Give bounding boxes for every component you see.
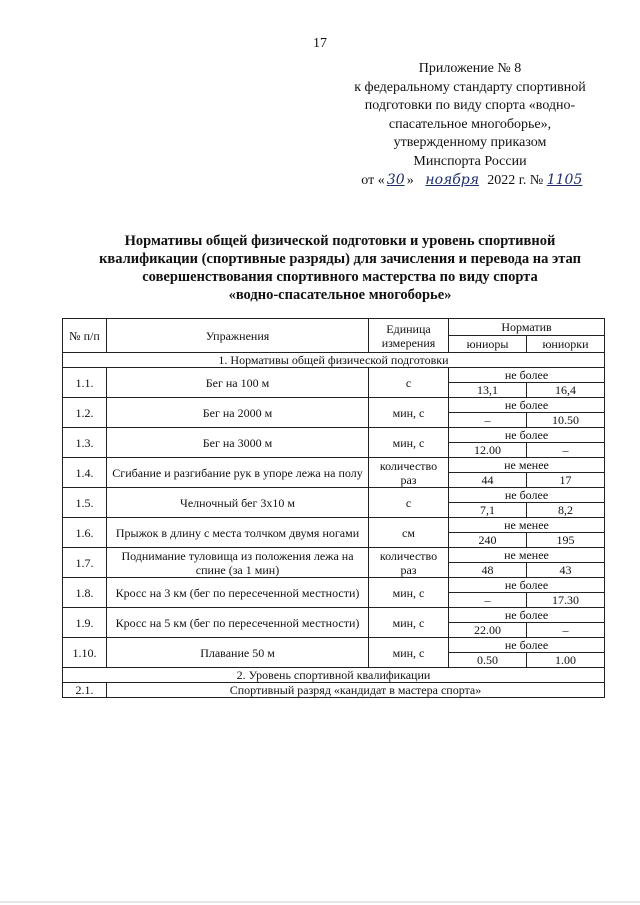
row-unit: количество раз bbox=[369, 548, 449, 578]
title-line: Нормативы общей физической подготовки и уровень спортивной bbox=[124, 233, 556, 249]
document-title bbox=[90, 232, 590, 304]
table-row bbox=[63, 398, 605, 413]
row-limit: не менее bbox=[449, 548, 605, 563]
row-limit: не менее bbox=[449, 458, 605, 473]
handwritten-month: ноября bbox=[425, 172, 480, 188]
date-prefix: от « bbox=[361, 173, 385, 188]
row-value-juniors-f: 17.30 bbox=[527, 593, 605, 608]
handwritten-day: 30 bbox=[386, 172, 405, 188]
row-value-juniors-f: – bbox=[527, 443, 605, 458]
title-line: совершенствования спортивного мастерства по виду спорта bbox=[142, 269, 538, 285]
appendix-line: Приложение № 8 bbox=[418, 61, 522, 76]
row-exercise: Прыжок в длину с места толчком двумя ногами bbox=[107, 518, 369, 548]
row-unit: мин, с bbox=[369, 578, 449, 608]
row-value-juniors-f: 16,4 bbox=[527, 383, 605, 398]
appendix-line: спасательное многоборье», bbox=[388, 116, 552, 132]
row-num: 2.1. bbox=[63, 683, 107, 698]
row-limit: не более bbox=[449, 578, 605, 593]
row-unit: с bbox=[369, 488, 449, 518]
table-row bbox=[63, 488, 605, 503]
row-limit: не более bbox=[449, 428, 605, 443]
row-value-juniors-f: 10.50 bbox=[527, 413, 605, 428]
row-value-juniors-m: 22.00 bbox=[449, 623, 527, 638]
row-exercise: Кросс на 3 км (бег по пересеченной местности) bbox=[107, 578, 369, 608]
row-num: 1.5. bbox=[63, 488, 107, 518]
row-unit: количество раз bbox=[369, 458, 449, 488]
appendix-line: Минспорта России bbox=[413, 153, 527, 169]
table-row bbox=[63, 518, 605, 533]
row-num: 1.8. bbox=[63, 578, 107, 608]
row-value-juniors-m: 12.00 bbox=[449, 443, 527, 458]
row-value-juniors-m: 13,1 bbox=[449, 383, 527, 398]
scan-edge bbox=[0, 901, 640, 903]
order-date-line bbox=[330, 171, 610, 191]
row-value-juniors-f: 8,2 bbox=[527, 503, 605, 518]
row-exercise: Челночный бег 3х10 м bbox=[107, 488, 369, 518]
row-exercise: Плавание 50 м bbox=[107, 638, 369, 668]
row-exercise: Кросс на 5 км (бег по пересеченной местности) bbox=[107, 608, 369, 638]
row-value-juniors-f: 17 bbox=[527, 473, 605, 488]
header-juniors-f: юниорки bbox=[527, 336, 605, 353]
title-line: «водно-спасательное многоборье» bbox=[228, 287, 452, 303]
row-num: 1.3. bbox=[63, 428, 107, 458]
row-limit: не более bbox=[449, 398, 605, 413]
norms-table bbox=[62, 318, 605, 698]
handwritten-order-number: 1105 bbox=[546, 172, 583, 188]
table-row bbox=[63, 608, 605, 623]
row-exercise: Бег на 100 м bbox=[107, 368, 369, 398]
section-title: 2. Уровень спортивной квалификации bbox=[63, 668, 605, 683]
header-exercise: Упражнения bbox=[107, 319, 369, 353]
table-row bbox=[63, 428, 605, 443]
row-num: 1.10. bbox=[63, 638, 107, 668]
row-qualification: Спортивный разряд «кандидат в мастера спорта» bbox=[107, 683, 605, 698]
row-limit: не более bbox=[449, 368, 605, 383]
row-num: 1.2. bbox=[63, 398, 107, 428]
row-unit: с bbox=[369, 368, 449, 398]
row-value-juniors-m: 7,1 bbox=[449, 503, 527, 518]
row-unit: см bbox=[369, 518, 449, 548]
row-value-juniors-m: 0.50 bbox=[449, 653, 527, 668]
table-row bbox=[63, 458, 605, 473]
header-num: № п/п bbox=[63, 319, 107, 353]
row-value-juniors-f: 195 bbox=[527, 533, 605, 548]
row-num: 1.6. bbox=[63, 518, 107, 548]
table-row bbox=[63, 638, 605, 653]
appendix-line: утвержденному приказом bbox=[393, 135, 547, 150]
row-unit: мин, с bbox=[369, 428, 449, 458]
page-number: 17 bbox=[313, 36, 327, 51]
table-row bbox=[63, 548, 605, 563]
date-year: 2022 г. № bbox=[487, 173, 544, 188]
header-unit: Единица измерения bbox=[369, 319, 449, 353]
appendix-line: к федеральному стандарту спортивной bbox=[354, 79, 586, 95]
row-value-juniors-m: – bbox=[449, 593, 527, 608]
row-value-juniors-m: 48 bbox=[449, 563, 527, 578]
row-value-juniors-f: – bbox=[527, 623, 605, 638]
row-unit: мин, с bbox=[369, 398, 449, 428]
date-mid: » bbox=[406, 173, 414, 188]
row-num: 1.1. bbox=[63, 368, 107, 398]
header-norm: Норматив bbox=[449, 319, 605, 336]
row-num: 1.7. bbox=[63, 548, 107, 578]
row-limit: не более bbox=[449, 488, 605, 503]
section-title: 1. Нормативы общей физической подготовки bbox=[63, 353, 605, 368]
row-exercise: Бег на 2000 м bbox=[107, 398, 369, 428]
row-num: 1.4. bbox=[63, 458, 107, 488]
appendix-line: подготовки по виду спорта «водно- bbox=[364, 98, 576, 113]
row-num: 1.9. bbox=[63, 608, 107, 638]
row-limit: не более bbox=[449, 638, 605, 653]
row-value-juniors-f: 43 bbox=[527, 563, 605, 578]
row-exercise: Поднимание туловища из положения лежа на спине (за 1 мин) bbox=[107, 548, 369, 578]
table-row bbox=[63, 368, 605, 383]
row-value-juniors-m: 240 bbox=[449, 533, 527, 548]
row-exercise: Бег на 3000 м bbox=[107, 428, 369, 458]
table-row bbox=[63, 578, 605, 593]
row-unit: мин, с bbox=[369, 638, 449, 668]
row-value-juniors-m: 44 bbox=[449, 473, 527, 488]
row-limit: не менее bbox=[449, 518, 605, 533]
title-line: квалификации (спортивные разряды) для зачисления и перевода на этап bbox=[99, 251, 581, 267]
header-juniors-m: юниоры bbox=[449, 336, 527, 353]
row-unit: мин, с bbox=[369, 608, 449, 638]
row-exercise: Сгибание и разгибание рук в упоре лежа на полу bbox=[107, 458, 369, 488]
row-value-juniors-m: – bbox=[449, 413, 527, 428]
appendix-block bbox=[330, 60, 610, 191]
row-limit: не более bbox=[449, 608, 605, 623]
row-value-juniors-f: 1.00 bbox=[527, 653, 605, 668]
